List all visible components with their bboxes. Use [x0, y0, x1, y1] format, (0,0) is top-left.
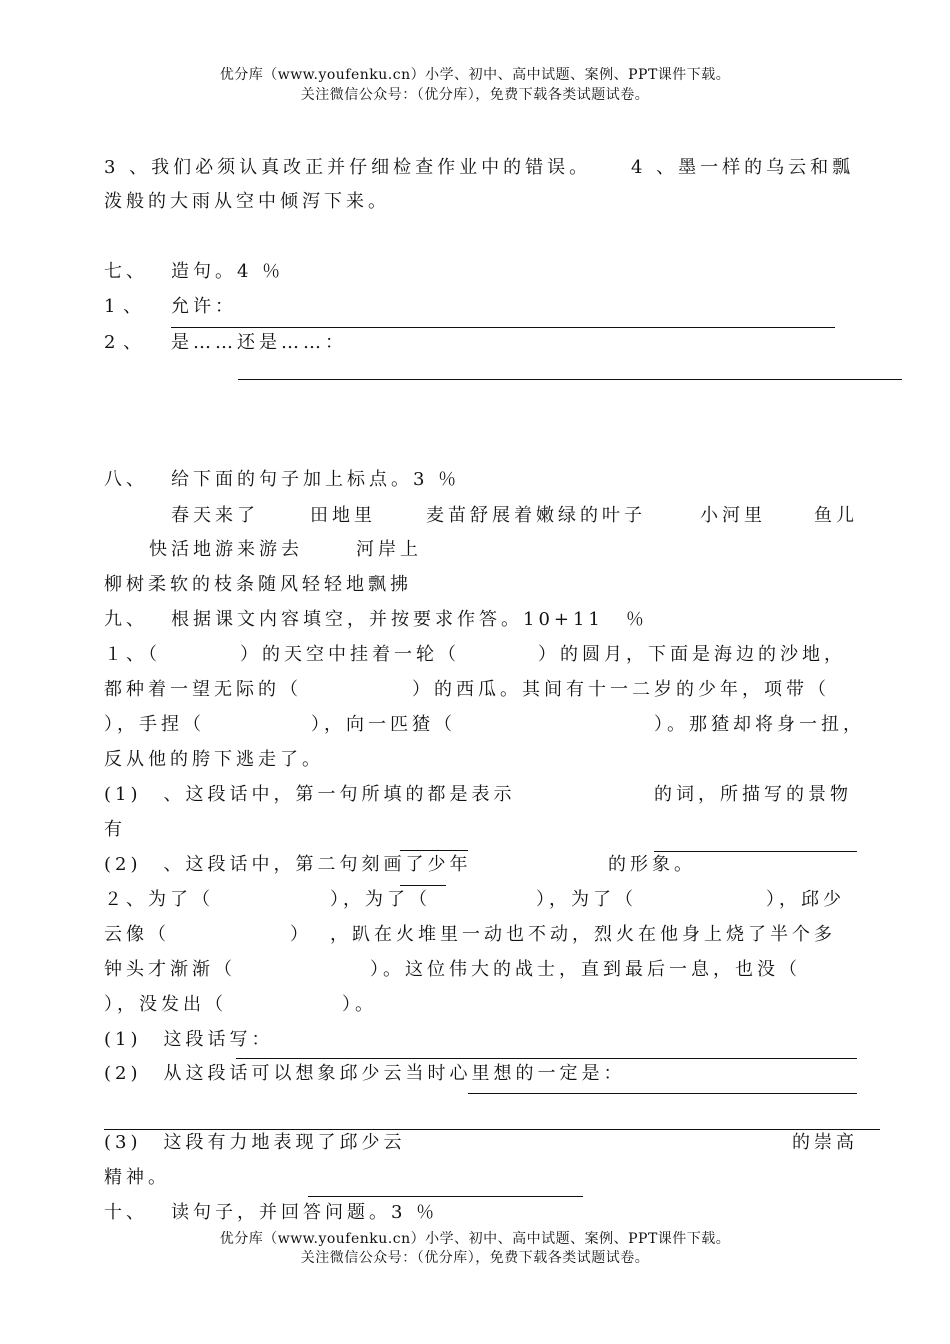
p1-text: 都种着一望无际的（ [104, 679, 302, 700]
sentence-4-cont: 泼般的大雨从空中倾泻下来。 [104, 191, 390, 212]
r9-3-text: (3) 这段有力地表现了邱少云 [104, 1132, 406, 1153]
q9-2-text: (2) 、这段话中，第二句刻画了少年 [104, 854, 472, 875]
p2-text: ）。这位伟大的战士，直到最后一息，也没（ [370, 959, 801, 980]
q7-1-answer-line[interactable] [171, 327, 835, 328]
sentence-4: 4 、墨一样的乌云和瓢 [631, 157, 855, 178]
p1-text: ）的西瓜。其间有十一二岁的少年，项带（ [412, 679, 830, 700]
p2-text: ），邱少 [766, 889, 845, 910]
s8-phrase: 快活地游来游去 [149, 539, 303, 560]
section-8-number: 八、 [104, 469, 148, 490]
q7-2-answer-line[interactable] [238, 379, 902, 380]
section-10-number: 十、 [104, 1202, 148, 1223]
s8-phrase: 柳树柔软的枝条随风轻轻地飘拂 [104, 574, 412, 595]
p1-text: 反从他的胯下逃走了。 [104, 749, 324, 770]
q9-1-text: 的词，所描写的景物 [654, 784, 852, 805]
q7-2-label: 是……还是……： [171, 332, 347, 353]
p1-text: ），手捏（ [104, 714, 205, 735]
p2-answer-line[interactable] [400, 885, 446, 886]
r9-1-text: (1) 这段话写： [104, 1029, 274, 1050]
r9-2-answer-line[interactable] [468, 1093, 857, 1094]
s8-phrase: 田地里 [310, 505, 376, 526]
q7-2-number: 2 、 [104, 332, 143, 353]
s8-phrase: 河岸上 [356, 539, 422, 560]
header-line-2: 关注微信公众号：（优分库），免费下载各类试题试卷。 [300, 87, 650, 103]
r9-3-text: 的崇高 [792, 1132, 858, 1153]
p2-text: ）。 [342, 994, 377, 1015]
p2-text: ） [290, 924, 312, 945]
r9-3-text: 精神。 [104, 1167, 170, 1188]
q9-1-text: (1) 、这段话中，第一句所填的都是表示 [104, 784, 516, 805]
p2-text: ），没发出（ [104, 994, 227, 1015]
p1-text: １、（ [104, 644, 161, 665]
s8-phrase: 春天来了 [171, 505, 259, 526]
p2-text: 云像（ [104, 924, 170, 945]
q9-2-text: 的形象。 [608, 854, 696, 875]
q9-1-text: 有 [104, 819, 126, 840]
p1-text: ）。那猹却将身一扭， [654, 714, 865, 735]
section-8-title: 给下面的句子加上标点。3 ％ [171, 469, 461, 490]
header-line-1: 优分库（www.youfenku.cn）小学、初中、高中试题、案例、PPT课件下载。 [219, 67, 731, 83]
s8-phrase: 麦苗舒展着嫩绿的叶子 [426, 505, 646, 526]
p2-text: ），为了（ [330, 889, 431, 910]
q7-1-label: 允许： [171, 296, 237, 317]
p2-text: ２、为了（ [104, 889, 214, 910]
q9-1-answer-line[interactable] [654, 851, 857, 852]
q9-2-answer-line[interactable] [400, 850, 468, 851]
q7-1-number: 1 、 [104, 296, 143, 317]
p2-text: ），为了（ [536, 889, 637, 910]
p1-text: ）的天空中挂着一轮（ [240, 644, 460, 665]
p1-text: ），向一匹猹（ [311, 714, 456, 735]
section-10-title: 读句子，并回答问题。3 ％ [171, 1202, 439, 1223]
sentence-3: 3 、我们必须认真改正并仔细检查作业中的错误。 [104, 157, 592, 178]
r9-1-answer-line[interactable] [236, 1058, 857, 1059]
s8-phrase: 小河里 [700, 505, 766, 526]
footer-line-2: 关注微信公众号：（优分库），免费下载各类试题试卷。 [300, 1250, 650, 1266]
r9-3-answer-line[interactable] [308, 1196, 583, 1197]
r9-2-answer-line-2[interactable] [104, 1129, 880, 1130]
section-9-number: 九、 [104, 609, 148, 630]
footer-line-1: 优分库（www.youfenku.cn）小学、初中、高中试题、案例、PPT课件下载。 [219, 1231, 731, 1247]
section-9-title: 根据课文内容填空，并按要求作答。10+11 ％ [171, 609, 648, 630]
s8-phrase: 鱼儿 [814, 505, 858, 526]
p2-text: 钟头才渐渐（ [104, 959, 236, 980]
p2-text: ，趴在火堆里一动也不动，烈火在他身上烧了半个多 [330, 924, 836, 945]
p1-text: ）的圆月，下面是海边的沙地， [538, 644, 846, 665]
r9-2-text: (2) 从这段话可以想象邱少云当时心里想的一定是： [104, 1063, 626, 1084]
section-7-title: 造句。4 ％ [171, 261, 285, 282]
section-7-number: 七、 [104, 261, 148, 282]
